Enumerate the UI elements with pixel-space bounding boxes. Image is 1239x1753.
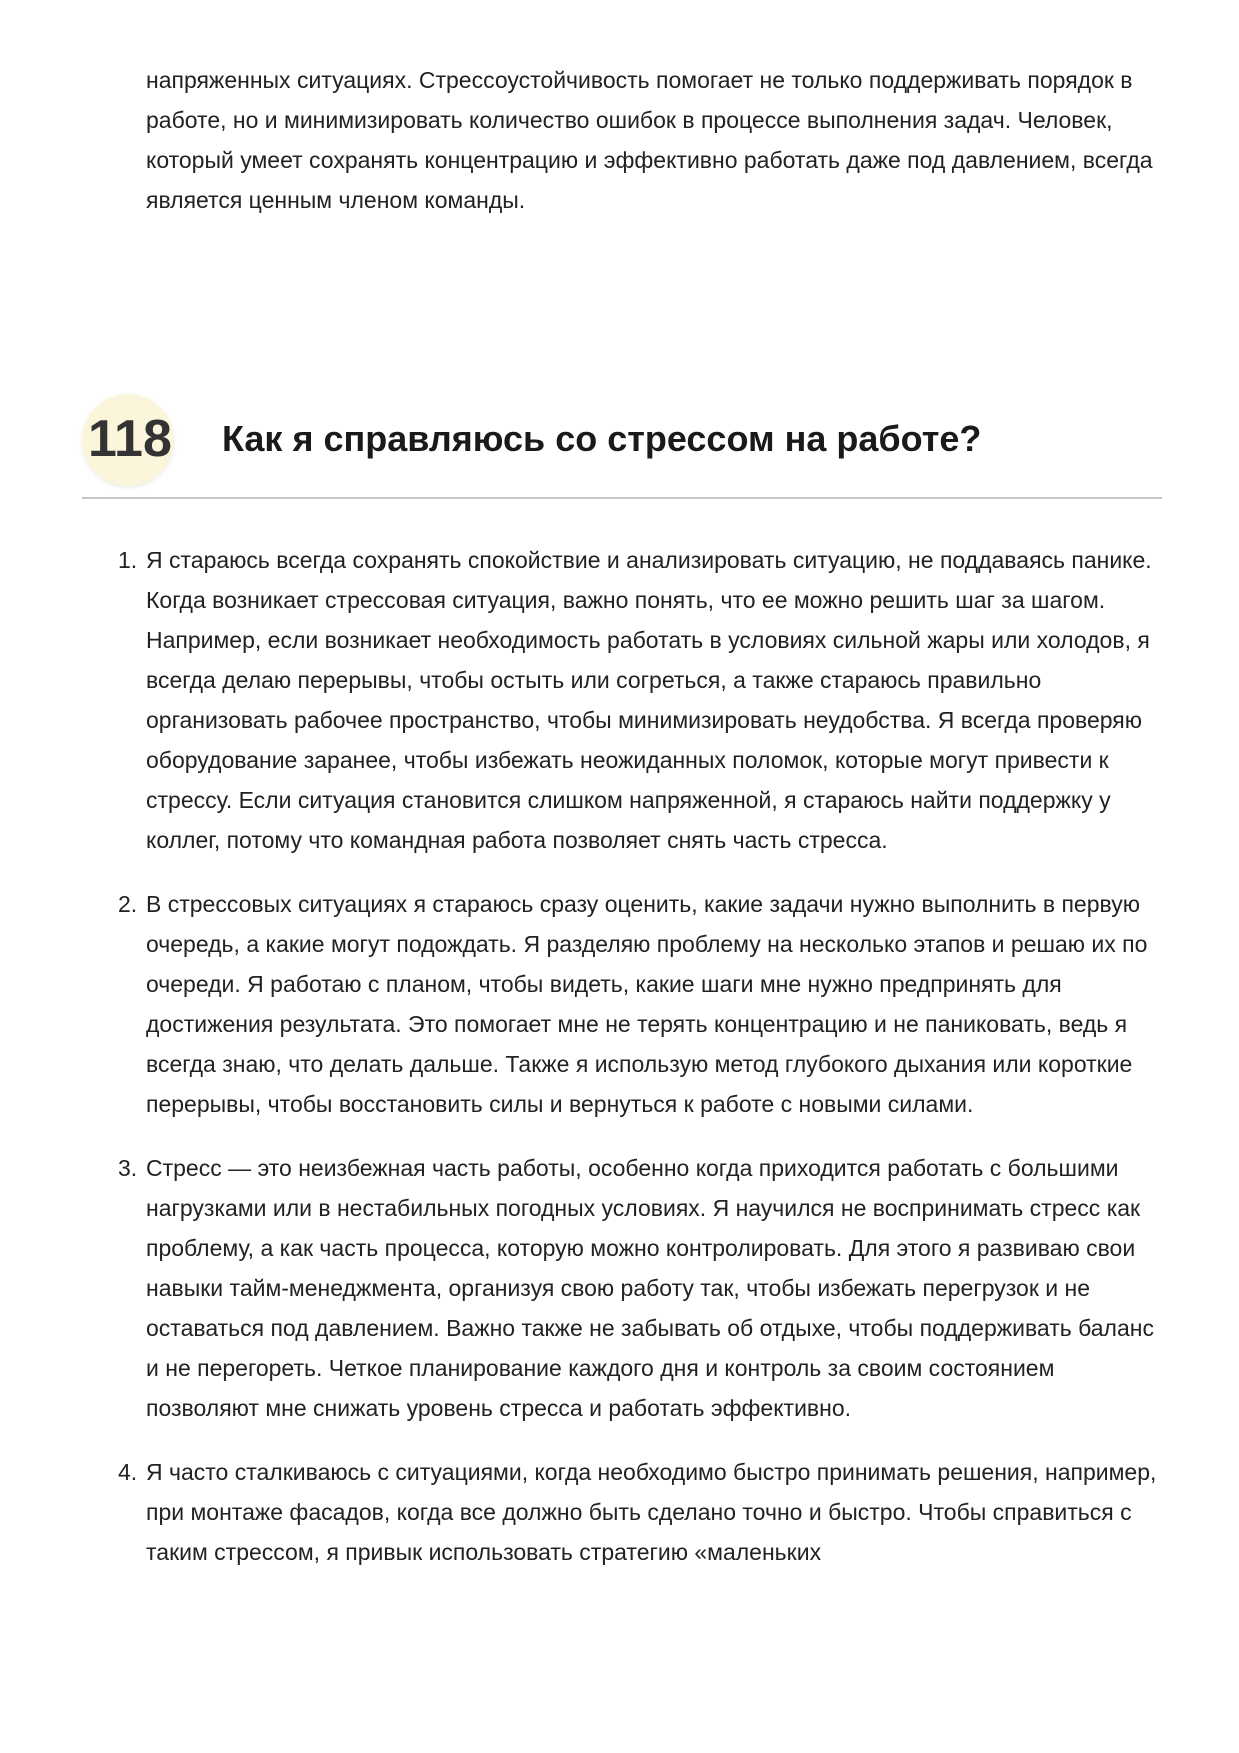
answer-marker: 2.: [118, 891, 138, 917]
question-title: Как я справляюсь со стрессом на работе?: [222, 418, 982, 459]
header-divider: [82, 497, 1162, 499]
question-number: 118: [88, 410, 172, 468]
answer-item-2: [118, 884, 1166, 1124]
answer-marker: 4.: [118, 1459, 138, 1485]
answer-text: Стресс — это неизбежная часть работы, особенно когда приходится работать с большими нагрузками или в нестабильных погодных условиях. Я научился не воспринимать стресс как проблему, а как часть процесса, которую можно контролировать. Для этого я развиваю свои навыки тайм-менеджмента, организуя свою работу так, чтобы избежать перегрузок и не оставаться под давлением. Важно также не забывать об отдыхе, чтобы поддерживать баланс и не перегореть. Четкое планирование каждого дня и контроль за своим состоянием позволяют мне снижать уровень стресса и работать эффективно.: [146, 1155, 1154, 1421]
answer-list: [118, 540, 1166, 1596]
answer-marker: 3.: [118, 1155, 138, 1181]
answer-marker: 1.: [118, 547, 138, 573]
answer-item-4: [118, 1452, 1166, 1572]
question-header: [82, 394, 1162, 498]
answer-text: Я часто сталкиваюсь с ситуациями, когда необходимо быстро принимать решения, например, при монтаже фасадов, когда все должно быть сделано точно и быстро. Чтобы справиться с таким стрессом, я привык использовать стратегию «маленьких: [146, 1459, 1157, 1565]
answer-text: Я стараюсь всегда сохранять спокойствие и анализировать ситуацию, не поддаваясь панике. Когда возникает стрессовая ситуация, важно понять, что ее можно решить шаг за шагом. Например, если возникает необходимость работать в условиях сильной жары или холодов, я всегда делаю перерывы, чтобы остыть или согреться, а также стараюсь правильно организовать рабочее пространство, чтобы минимизировать неудобства. Я всегда проверяю оборудование заранее, чтобы избежать неожиданных поломок, которые могут привести к стрессу. Если ситуация становится слишком напряженной, я стараюсь найти поддержку у коллег, потому что командная работа позволяет снять часть стресса.: [146, 547, 1152, 853]
answer-item-1: [118, 540, 1166, 860]
intro-paragraph: напряженных ситуациях. Стрессоустойчивость помогает не только поддерживать порядок в работе, но и минимизировать количество ошибок в процессе выполнения задач. Человек, который умеет сохранять концентрацию и эффективно работать даже под давлением, всегда является ценным членом команды.: [146, 67, 1153, 213]
answer-text: В стрессовых ситуациях я стараюсь сразу оценить, какие задачи нужно выполнить в первую очередь, а какие могут подождать. Я разделяю проблему на несколько этапов и решаю их по очереди. Я работаю с планом, чтобы видеть, какие шаги мне нужно предпринять для достижения результата. Это помогает мне не терять концентрацию и не паниковать, ведь я всегда знаю, что делать дальше. Также я использую метод глубокого дыхания или короткие перерывы, чтобы восстановить силы и вернуться к работе с новыми силами.: [146, 891, 1148, 1117]
answer-item-3: [118, 1148, 1166, 1428]
